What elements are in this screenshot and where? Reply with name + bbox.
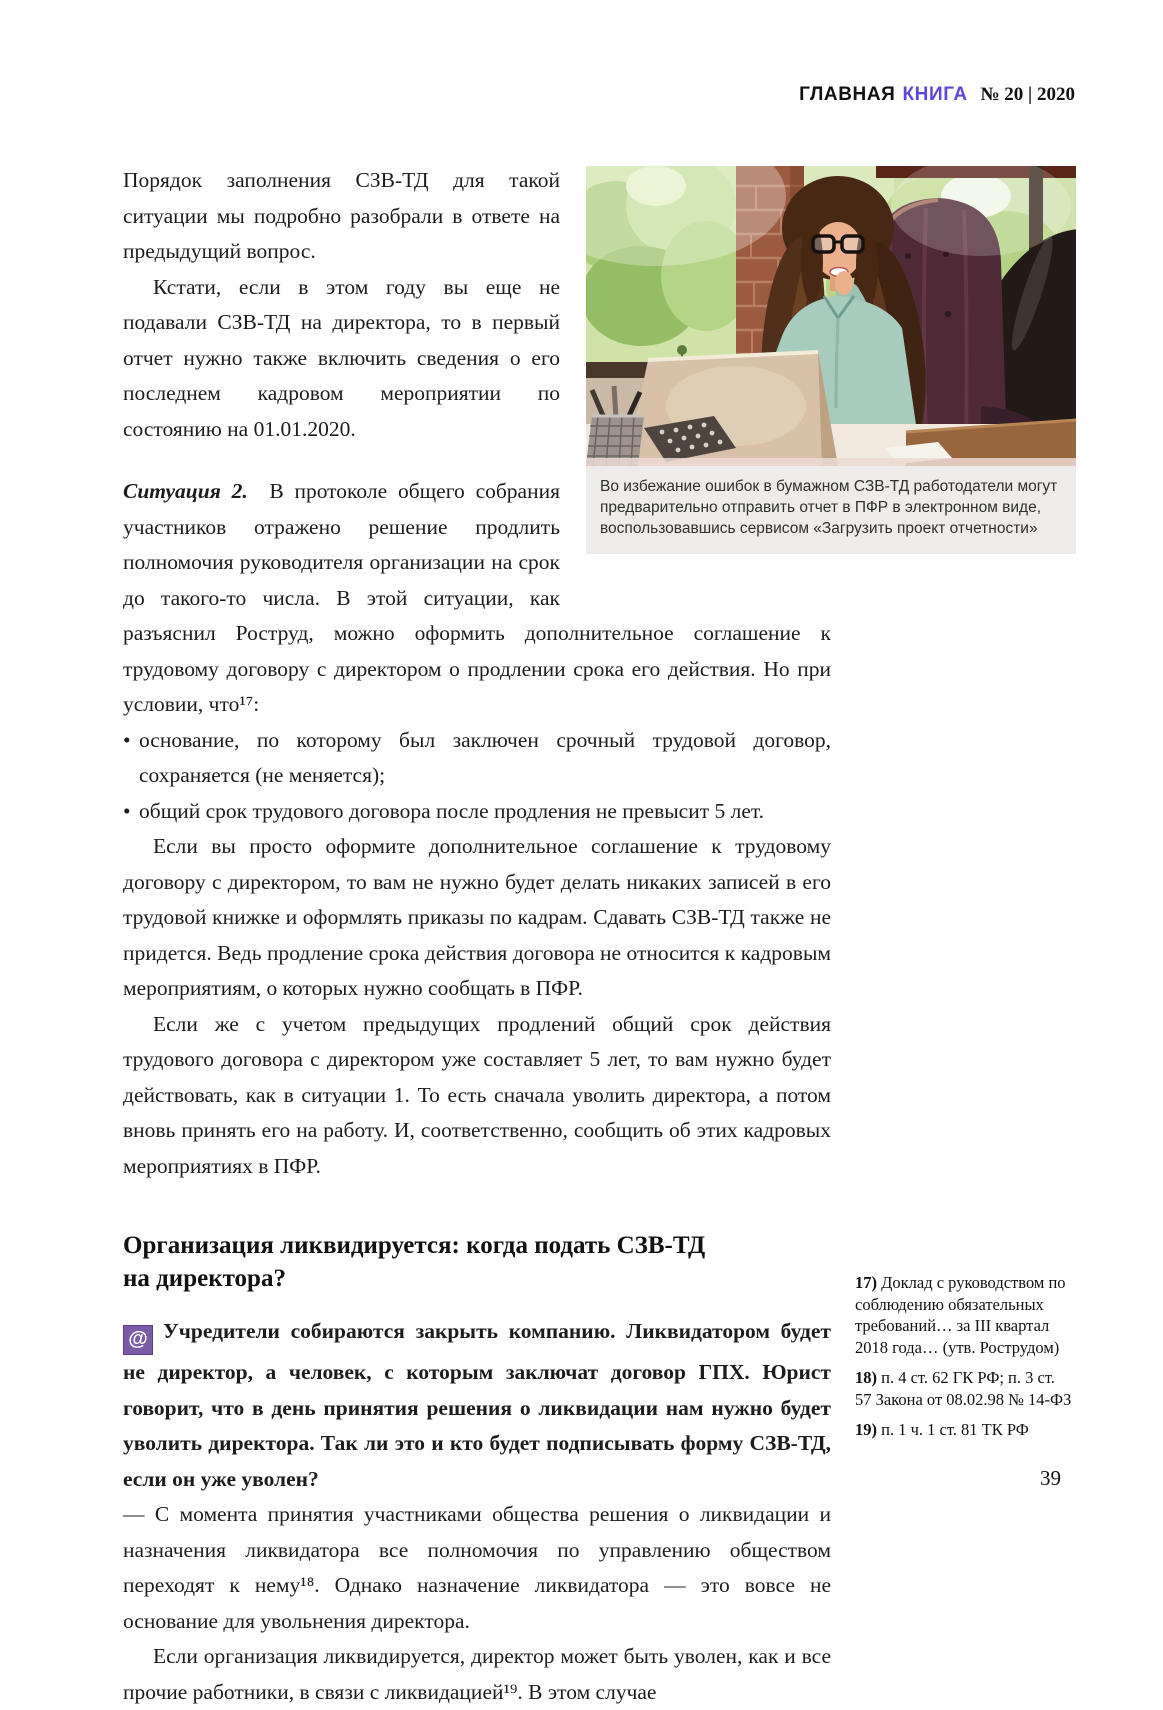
section-heading: Организация ликвидируется: когда подать СЗВ-ТД на директора? xyxy=(123,1232,706,1292)
paragraph-after-2: Если же с учетом предыдущих продлений общий срок действия трудового договора с директором уже составляет 5 лет, то вам нужно будет действовать, как в ситуации 1. То есть сначала уволить директора, а потом вновь принять его на работу. И, соответственно, сообщить об этих кадровых мероприятиях в ПФР. xyxy=(123,1011,831,1178)
situation2-text: В протоколе общего собрания участников отражено решение продлить полномочия руководителя организации на срок до такого-то числа. В этой ситуации, как разъяснил Роструд, можно оформить дополнительное соглашение к трудовому договору с директором о продлении срока его действия. Но при условии, что¹⁷: xyxy=(123,479,831,716)
paragraph-after-1: Если вы просто оформите дополнительное соглашение к трудовому договору с директором, то вам не нужно будет делать никаких записей в его трудовой книжке и оформлять приказы по кадрам. Сдавать СЗВ-ТД также не придется. Ведь продление срока действия договора не относится к кадровым мероприятиям, о которых нужно сообщать в ПФР. xyxy=(123,834,831,1000)
footnote-number: 18) xyxy=(855,1368,877,1387)
page-number: 39 xyxy=(1040,1466,1061,1490)
footnote-text: Доклад с руководством по соблюдению обязательных требований… за III квартал 2018 года… (утв. Рострудом) xyxy=(855,1273,1066,1357)
answer-paragraph-1: — С момента принятия участниками общества решения о ликвидации и назначения ликвидатора все полномочия по управлению обществом переходят к нему¹⁸. Однако назначение ликвидатора — это вовсе не основание для увольнения директора. xyxy=(123,1502,831,1633)
footnote xyxy=(855,1419,1075,1441)
bullet-item xyxy=(123,794,831,830)
question-text: Учредители собираются закрыть компанию. Ликвидатором будет не директор, а человек, с которым заключат договор ГПХ. Юрист говорит, что в день принятия решения о ликвидации нам нужно будет уволить директора. Так ли это и кто будет подписывать форму СЗВ-ТД, если он уже уволен? xyxy=(123,1319,831,1491)
answer-paragraph-2: Если организация ликвидируется, директор может быть уволен, как и все прочие работники, в связи с ликвидацией¹⁹. В этом случае xyxy=(123,1644,831,1704)
bullet-marker: • xyxy=(123,727,131,752)
masthead xyxy=(799,84,1075,106)
footnote-number: 17) xyxy=(855,1273,877,1292)
situation2-label: Ситуация 2. xyxy=(123,479,248,503)
bullet-list xyxy=(123,723,831,830)
magazine-title-part1: ГЛАВНАЯ xyxy=(799,84,896,105)
footnotes-block xyxy=(855,1272,1075,1450)
paragraph-intro-1: Порядок заполнения СЗВ-ТД для такой ситуации мы подробно разобрали в ответе на предыдущий вопрос. xyxy=(123,168,560,263)
office-photo-image xyxy=(586,166,1076,466)
footnote-text: п. 4 ст. 62 ГК РФ; п. 3 ст. 57 Закона от 08.02.98 № 14-ФЗ xyxy=(855,1368,1072,1409)
question-paragraph xyxy=(123,1314,831,1497)
footnote-number: 19) xyxy=(855,1420,877,1439)
bullet-item xyxy=(123,723,831,794)
footnote-text: п. 1 ч. 1 ст. 81 ТК РФ xyxy=(881,1420,1029,1439)
bullet-text: общий срок трудового договора после продления не превысит 5 лет. xyxy=(139,798,765,823)
magazine-title-part2: КНИГА xyxy=(902,84,968,105)
photo-caption: Во избежание ошибок в бумажном СЗВ-ТД работодатели могут предварительно отправить отчет в ПФР в электронном виде, воспользовавшись сервисом «Загрузить проект отчетности» xyxy=(586,466,1076,554)
footnote xyxy=(855,1367,1075,1410)
paragraph-intro-2: Кстати, если в этом году вы еще не подавали СЗВ-ТД на директора, то в первый отчет нужно также включить сведения о его последнем кадровом мероприятии по состоянию на 01.01.2020. xyxy=(123,274,560,441)
bullet-marker: • xyxy=(123,798,131,823)
office-photo-figure xyxy=(586,166,1076,554)
email-at-icon: @ xyxy=(123,1325,153,1355)
bullet-text: основание, по которому был заключен срочный трудовой договор, сохраняется (не меняется); xyxy=(139,727,831,787)
issue-number: № 20 | 2020 xyxy=(980,84,1075,105)
footnote xyxy=(855,1272,1075,1358)
